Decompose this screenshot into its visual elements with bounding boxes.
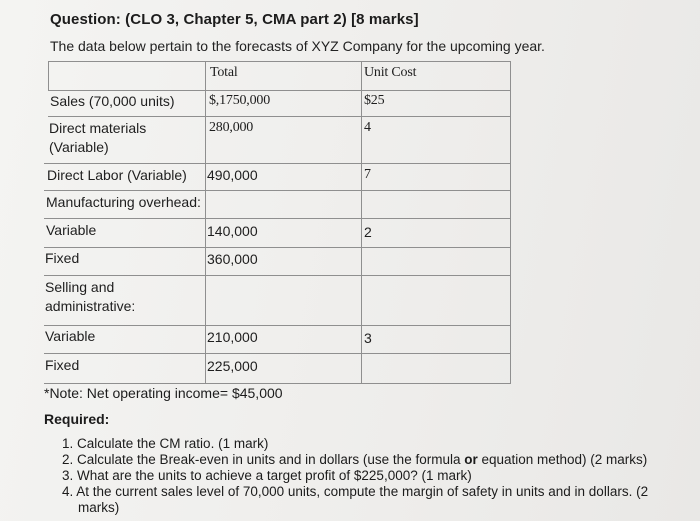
row-total: 210,000 bbox=[207, 329, 258, 345]
required-heading: Required: bbox=[44, 411, 110, 427]
table-border bbox=[44, 275, 511, 276]
list-item bbox=[62, 452, 692, 468]
forecast-table bbox=[44, 61, 511, 384]
row-total: 225,000 bbox=[207, 358, 258, 374]
row-unit-cost: $25 bbox=[364, 93, 385, 108]
list-item: 1. Calculate the CM ratio. (1 mark) bbox=[62, 436, 269, 451]
row-label: Sales (70,000 units) bbox=[50, 93, 175, 109]
table-border bbox=[44, 325, 511, 326]
row-label: Fixed bbox=[45, 250, 80, 266]
table-border bbox=[48, 90, 511, 91]
row-total: 280,000 bbox=[209, 120, 254, 135]
table-border bbox=[44, 247, 511, 248]
row-unit-cost: 4 bbox=[364, 120, 371, 135]
row-label: Fixed bbox=[45, 357, 80, 373]
row-label: Variable bbox=[45, 328, 96, 344]
table-border bbox=[510, 61, 511, 384]
table-border bbox=[48, 61, 511, 62]
question-intro: The data below pertain to the forecasts of XYZ Company for the upcoming year. bbox=[50, 38, 545, 54]
table-border bbox=[44, 190, 511, 191]
question-title: Question: (CLO 3, Chapter 5, CMA part 2) [8 marks] bbox=[50, 11, 419, 28]
row-total: 490,000 bbox=[207, 167, 258, 183]
header-total: Total bbox=[210, 65, 238, 80]
list-item: 3. What are the units to achieve a target profit of $225,000? (1 mark) bbox=[62, 468, 472, 483]
row-total: 360,000 bbox=[207, 251, 258, 267]
table-border bbox=[205, 61, 206, 384]
row-unit-cost: 2 bbox=[364, 224, 372, 240]
list-item: 4. At the current sales level of 70,000 units, compute the margin of safety in units and in dollars. (2 marks) bbox=[62, 484, 649, 515]
table-border bbox=[44, 383, 511, 384]
row-unit-cost: 3 bbox=[364, 330, 372, 346]
item-text: equation method) (2 marks) bbox=[477, 452, 648, 467]
table-border bbox=[44, 353, 511, 354]
table-border bbox=[48, 116, 511, 117]
table-border bbox=[48, 61, 49, 91]
row-label: Direct materials (Variable) bbox=[49, 120, 147, 155]
table-border bbox=[44, 163, 511, 164]
item-emphasis: or bbox=[464, 452, 478, 467]
row-total: 140,000 bbox=[207, 223, 258, 239]
row-total: $,1750,000 bbox=[209, 93, 271, 108]
row-unit-cost: 7 bbox=[364, 167, 371, 182]
table-border bbox=[361, 61, 362, 384]
row-label: Manufacturing overhead: bbox=[46, 194, 201, 210]
header-unit-cost: Unit Cost bbox=[364, 65, 417, 80]
row-label: Direct Labor (Variable) bbox=[47, 167, 187, 183]
row-label: Selling and administrative: bbox=[45, 279, 136, 314]
note-text: *Note: Net operating income= $45,000 bbox=[44, 385, 283, 401]
question-list bbox=[62, 436, 692, 516]
item-text: 2. Calculate the Break-even in units and in dollars (use the formula bbox=[62, 452, 465, 467]
row-label: Variable bbox=[46, 222, 97, 238]
table-border bbox=[44, 218, 511, 219]
